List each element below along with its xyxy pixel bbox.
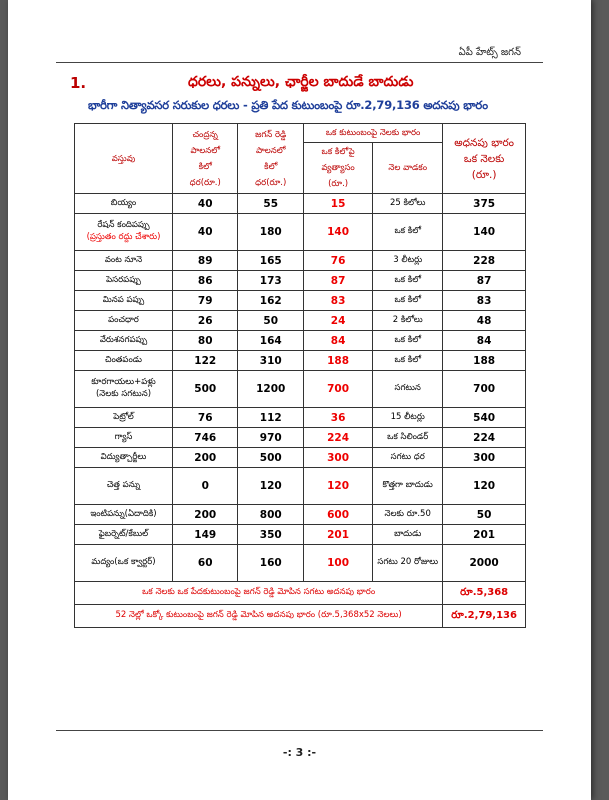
header-item: [75, 124, 173, 194]
page-title: ధరలు, పన్నులు, ఛార్జీల బాదుడే బాదుడు: [188, 74, 414, 90]
top-rule: [56, 62, 543, 63]
cell-difference: 84: [303, 331, 372, 351]
header-cbn-line: కిలో: [198, 161, 212, 172]
header-qty: నెల వాడకం: [373, 143, 443, 194]
cell-monthly-burden: 228: [443, 251, 526, 271]
table-row: [75, 251, 526, 271]
cell-item: [75, 525, 173, 545]
cell-difference: 83: [303, 291, 372, 311]
cell-difference: 120: [303, 468, 372, 505]
header-cbn-line: పాలనలో: [190, 145, 220, 156]
header-burden-line: అధనపు భారం: [454, 136, 515, 149]
cell-monthly-burden: 50: [443, 505, 526, 525]
cell-monthly-usage: ఒక కిలో: [373, 271, 443, 291]
header-jagan: [238, 124, 304, 194]
cell-cbn-price: 200: [172, 448, 238, 468]
cell-difference: 188: [303, 351, 372, 371]
table-row: [75, 331, 526, 351]
summary-row-monthly: [75, 582, 526, 605]
cell-difference: 36: [303, 408, 372, 428]
table-body: [75, 194, 526, 582]
header-jagan-line: కిలో: [264, 161, 278, 172]
header-diff: [303, 143, 372, 194]
cell-monthly-usage: ఒక కిలో: [373, 351, 443, 371]
cell-jagan-price: 350: [238, 525, 304, 545]
header-burden: [443, 124, 526, 194]
cell-cbn-price: 86: [172, 271, 238, 291]
cell-jagan-price: 500: [238, 448, 304, 468]
table-row: [75, 408, 526, 428]
cell-monthly-burden: 540: [443, 408, 526, 428]
cell-monthly-burden: 700: [443, 371, 526, 408]
cell-jagan-price: 1200: [238, 371, 304, 408]
page-subtitle: భారీగా నిత్యావసర సరుకుల ధరలు - ప్రతి పేద కుటుంబంపై రూ.2,79,136 అదనపు భారం: [88, 98, 488, 112]
table-row: [75, 468, 526, 505]
table-row: [75, 545, 526, 582]
cell-monthly-usage: 3 లీటర్లు: [373, 251, 443, 271]
cell-cbn-price: 149: [172, 525, 238, 545]
cell-monthly-burden: 84: [443, 331, 526, 351]
summary-monthly-label: ఒక నెలకు ఒక పేదకుటుంబంపై జగన్ రెడ్డి మోపిన సగటు అదనపు భారం: [75, 582, 443, 605]
cell-cbn-price: 500: [172, 371, 238, 408]
cell-monthly-burden: 224: [443, 428, 526, 448]
table-row: [75, 428, 526, 448]
item-name: మినప పప్పు: [102, 294, 145, 305]
cell-monthly-burden: 83: [443, 291, 526, 311]
cell-difference: 76: [303, 251, 372, 271]
cell-monthly-burden: 48: [443, 311, 526, 331]
cell-item: [75, 351, 173, 371]
cell-difference: 201: [303, 525, 372, 545]
section-number: 1.: [70, 74, 87, 92]
header-diff-line: (రూ.): [328, 179, 349, 189]
item-name: పంచధార: [108, 314, 139, 325]
page-number: -: 3 :-: [282, 746, 317, 759]
cell-difference: 24: [303, 311, 372, 331]
cell-item: [75, 545, 173, 582]
cell-cbn-price: 40: [172, 214, 238, 251]
cell-difference: 300: [303, 448, 372, 468]
table-row: [75, 194, 526, 214]
item-name: కూరగాయలు+పళ్లు: [91, 377, 156, 387]
cell-jagan-price: 173: [238, 271, 304, 291]
cell-cbn-price: 746: [172, 428, 238, 448]
cell-monthly-burden: 2000: [443, 545, 526, 582]
cell-item: [75, 291, 173, 311]
table-row: [75, 448, 526, 468]
table-row: [75, 214, 526, 251]
summary-row-total: [75, 605, 526, 628]
item-name: మద్యం(ఒక క్వార్టర్): [91, 557, 156, 567]
cell-item: [75, 271, 173, 291]
header-burden-line: ఒక నెలకు: [463, 152, 505, 165]
cell-jagan-price: 800: [238, 505, 304, 525]
cell-monthly-usage: ఒక కిలో: [373, 214, 443, 251]
cell-monthly-burden: 375: [443, 194, 526, 214]
cell-cbn-price: 80: [172, 331, 238, 351]
header-diff-line: వ్యత్యాసం: [321, 163, 355, 173]
cell-item: [75, 311, 173, 331]
cell-jagan-price: 112: [238, 408, 304, 428]
table-row: [75, 311, 526, 331]
cell-cbn-price: 76: [172, 408, 238, 428]
cell-difference: 140: [303, 214, 372, 251]
cell-item: [75, 428, 173, 448]
cell-item: [75, 214, 173, 251]
header-jagan-line: పాలనలో: [255, 145, 286, 156]
cell-monthly-usage: 15 లీటర్లు: [373, 408, 443, 428]
cell-difference: 224: [303, 428, 372, 448]
cell-difference: 100: [303, 545, 372, 582]
summary-total-label: 52 నెల్లో ఒక్కో కుటుంబంపై జగన్ రెడ్డి మోపిన అదనపు భారం (రూ.5,368x52 నెలలు): [75, 605, 443, 628]
table-row: [75, 525, 526, 545]
header-monthly-group: ఒక కుటుంబంపై నెలకు భారం: [303, 124, 442, 143]
item-note: (ప్రస్తుతం రద్దు చేశారు): [86, 232, 161, 242]
item-name: పెట్రోల్: [113, 411, 134, 422]
item-name: రేషన్ కందిపప్పు: [97, 220, 150, 230]
summary-monthly-value: రూ.5,368: [443, 582, 526, 605]
cell-monthly-usage: కొత్తగా బాదుడు: [373, 468, 443, 505]
cell-monthly-burden: 300: [443, 448, 526, 468]
cell-monthly-usage: సగటు 20 రోజులు: [373, 545, 443, 582]
cell-monthly-usage: సగటు ధర: [373, 448, 443, 468]
document-page: [8, 0, 591, 800]
cell-cbn-price: 79: [172, 291, 238, 311]
item-name: పెసరపప్పు: [106, 274, 141, 285]
cell-monthly-usage: 2 కిలోలు: [373, 311, 443, 331]
header-burden-line: (రూ.): [471, 168, 497, 181]
table-row: [75, 351, 526, 371]
cell-monthly-usage: బాదుడు: [373, 525, 443, 545]
bottom-rule: [56, 730, 543, 731]
cell-item: [75, 371, 173, 408]
table-row: [75, 505, 526, 525]
cell-item: [75, 331, 173, 351]
cell-jagan-price: 165: [238, 251, 304, 271]
item-note: (నెలకు సగటున): [95, 389, 152, 399]
cell-jagan-price: 310: [238, 351, 304, 371]
cell-cbn-price: 26: [172, 311, 238, 331]
cell-difference: 700: [303, 371, 372, 408]
cell-item: [75, 505, 173, 525]
cell-difference: 600: [303, 505, 372, 525]
header-diff-line: ఒక కిలోపై: [321, 147, 355, 157]
cell-monthly-burden: 140: [443, 214, 526, 251]
cell-cbn-price: 200: [172, 505, 238, 525]
cell-jagan-price: 180: [238, 214, 304, 251]
cell-monthly-usage: నెలకు రూ.50: [373, 505, 443, 525]
header-jagan-line: జగన్ రెడ్డి: [255, 129, 287, 140]
item-name: వంట నూనె: [104, 254, 143, 265]
cell-jagan-price: 120: [238, 468, 304, 505]
table-row: [75, 271, 526, 291]
cell-cbn-price: 122: [172, 351, 238, 371]
cell-monthly-burden: 87: [443, 271, 526, 291]
cell-item: [75, 448, 173, 468]
cell-jagan-price: 970: [238, 428, 304, 448]
cell-monthly-burden: 188: [443, 351, 526, 371]
header-cbn-line: ధర(రూ.): [189, 177, 221, 188]
item-name: ఇంటిపన్ను(ఏదాదికి): [90, 508, 157, 519]
item-name: వేరుశనగపప్పు: [99, 334, 148, 345]
cell-item: [75, 251, 173, 271]
cell-jagan-price: 55: [238, 194, 304, 214]
cell-cbn-price: 40: [172, 194, 238, 214]
cell-difference: 15: [303, 194, 372, 214]
cell-jagan-price: 160: [238, 545, 304, 582]
cell-jagan-price: 164: [238, 331, 304, 351]
header-cbn-line: చంద్రన్న: [192, 129, 218, 140]
cell-jagan-price: 162: [238, 291, 304, 311]
cell-cbn-price: 0: [172, 468, 238, 505]
item-name: ఫైబర్నెట్/కేబుల్: [98, 528, 149, 539]
cell-monthly-burden: 201: [443, 525, 526, 545]
cell-cbn-price: 89: [172, 251, 238, 271]
item-name: విద్యుత్చార్జీలు: [100, 451, 147, 462]
running-head: ఏపీ హేట్స్ జగన్: [458, 47, 521, 58]
cell-monthly-usage: ఒక కిలో: [373, 291, 443, 311]
cell-item: [75, 194, 173, 214]
cell-difference: 87: [303, 271, 372, 291]
summary-total-value: రూ.2,79,136: [443, 605, 526, 628]
item-name: చింతపండు: [104, 354, 142, 365]
cell-monthly-usage: 25 కిలోలు: [373, 194, 443, 214]
cell-jagan-price: 50: [238, 311, 304, 331]
table-row: [75, 291, 526, 311]
header-cbn: [172, 124, 238, 194]
cell-cbn-price: 60: [172, 545, 238, 582]
cell-monthly-usage: సగటున: [373, 371, 443, 408]
header-item-label: వస్తువు: [111, 153, 136, 164]
cell-monthly-usage: ఒక సిలిండర్: [373, 428, 443, 448]
cell-item: [75, 468, 173, 505]
cell-item: [75, 408, 173, 428]
item-name: చెత్త పన్ను: [106, 480, 141, 490]
item-name: గ్యాస్: [114, 431, 133, 442]
cell-monthly-burden: 120: [443, 468, 526, 505]
header-jagan-line: ధర(రూ.): [255, 177, 287, 188]
item-name: బియ్యం: [110, 197, 137, 208]
table-header-row: [75, 124, 526, 143]
table-row: [75, 371, 526, 408]
price-table: [74, 123, 526, 628]
cell-monthly-usage: ఒక కిలో: [373, 331, 443, 351]
